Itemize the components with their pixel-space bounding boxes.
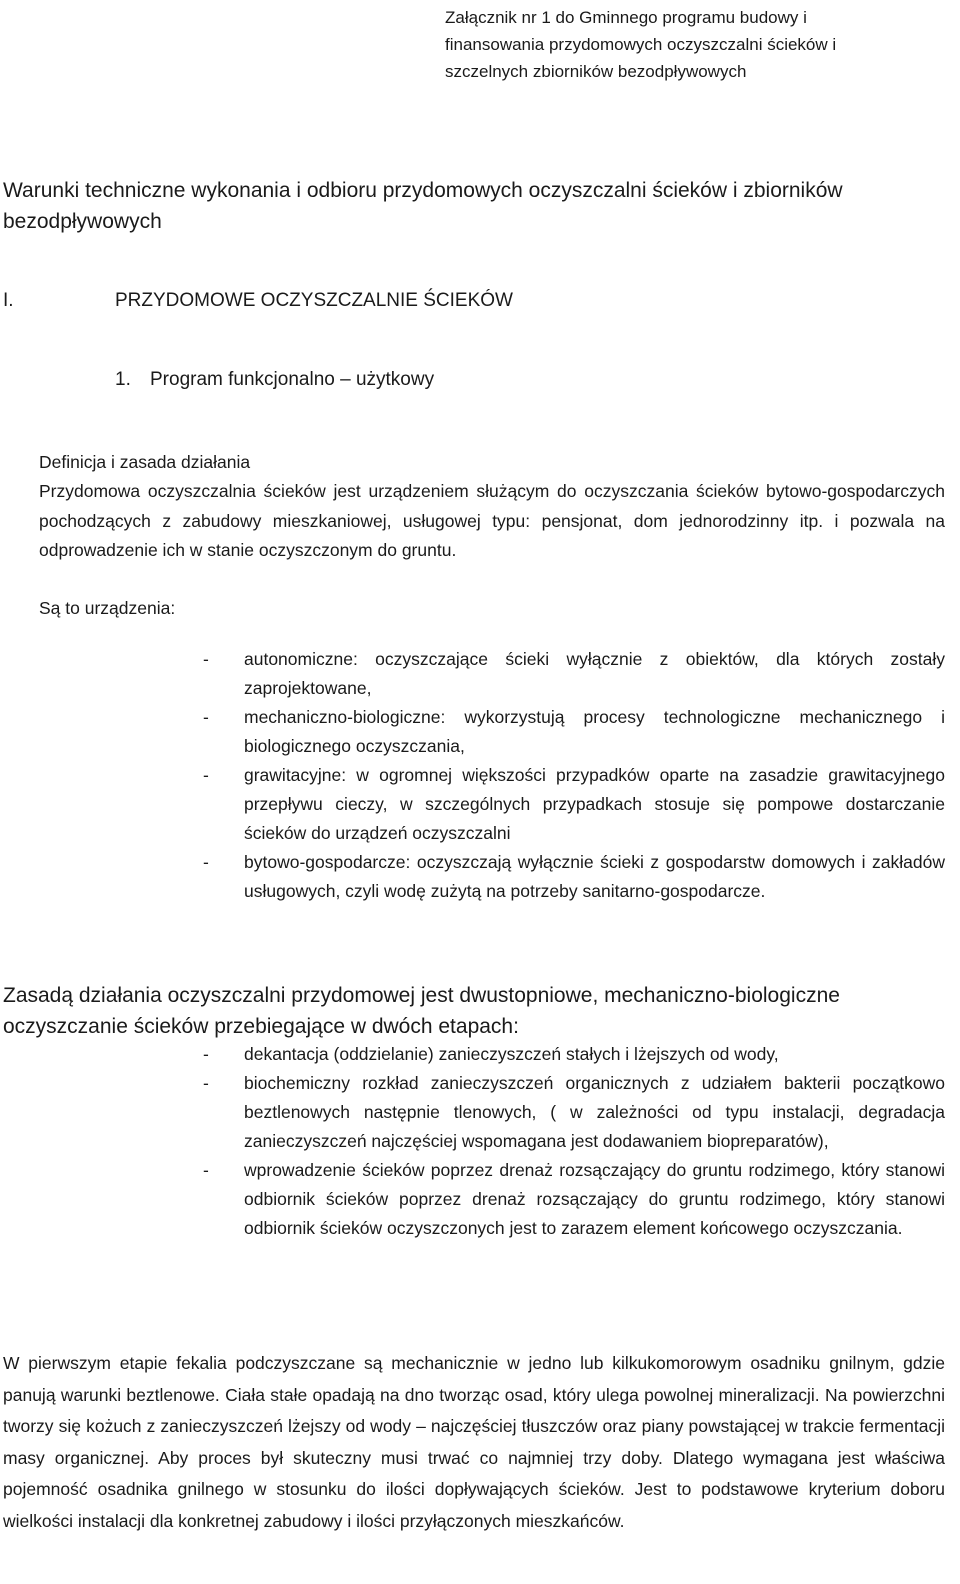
list-item-text: bytowo-gospodarcze: oczyszczają wyłącznie ścieki z gospodarstw domowych i zakładów usługowych, czyli wodę zużytą na potrzeby sanitarno-gospodarcze.: [244, 852, 945, 901]
annex-header-line: Załącznik nr 1 do Gminnego programu budowy i: [445, 8, 807, 27]
list-item-text: grawitacyjne: w ogromnej większości przypadków oparte na zasadzie grawitacyjnego przepływu cieczy, w szczególnych przypadkach stosuje się pompowe dostarczanie ścieków do urządzeń oczyszczalni: [244, 765, 945, 843]
list-item: [203, 1040, 945, 1069]
section-number: I.: [3, 290, 14, 311]
list-item-text: mechaniczno-biologiczne: wykorzystują procesy technologiczne mechanicznego i biologicznego oczyszczania,: [244, 707, 945, 756]
list-item-text: autonomiczne: oczyszczające ścieki wyłącznie z obiektów, dla których zostały zaprojektowane,: [244, 649, 945, 698]
annex-header-line: finansowania przydomowych oczyszczalni ścieków i: [445, 35, 837, 54]
stages-list: [203, 1040, 945, 1243]
subsection-number: 1.: [115, 369, 131, 390]
dash-marker: -: [203, 1044, 209, 1064]
dash-marker: -: [203, 707, 209, 727]
list-item-text: biochemiczny rozkład zanieczyszczeń organicznych z udziałem bakterii początkowo beztlenowych następnie tlenowych, ( w zależności od typu instalacji, degradacja zanieczyszczeń najczęściej wspomagana jest dodawaniem biopreparatów),: [244, 1073, 945, 1151]
devices-list: [203, 645, 945, 906]
definition-paragraph: Przydomowa oczyszczalnia ścieków jest urządzeniem służącym do oczyszczania ścieków bytowo-gospodarczych pochodzących z zabudowy mieszkaniowej, usługowej typu: pensjonat, dom jednorodzinny itp. i pozwala na odprowadzenie ich w stanie oczyszczonym do gruntu.: [39, 481, 945, 560]
definition-label: Definicja i zasada działania: [39, 452, 251, 472]
annex-header-line: szczelnych zbiorników bezodpływowych: [445, 62, 747, 81]
list-item: [203, 848, 945, 906]
document-title: Warunki techniczne wykonania i odbioru przydomowych oczyszczalni ścieków i zbiorników bezodpływowych: [3, 179, 843, 233]
list-item: [203, 1156, 945, 1243]
list-item: [203, 761, 945, 848]
list-item-text: wprowadzenie ścieków poprzez drenaż rozsączający do gruntu rodzimego, który stanowi odbiornik ścieków poprzez drenaż rozsączający do gruntu rodzimego, który stanowi odbiornik ścieków oczyszczonych jest to zarazem element końcowego oczyszczania.: [244, 1160, 945, 1238]
dash-marker: -: [203, 1073, 209, 1093]
principle-paragraph: Zasadą działania oczyszczalni przydomowej jest dwustopniowe, mechaniczno-biologiczne oczyszczanie ścieków przebiegające w dwóch etapach:: [3, 984, 840, 1038]
annex-header: [445, 4, 945, 85]
list-item: [203, 703, 945, 761]
final-paragraph: W pierwszym etapie fekalia podczyszczane są mechanicznie w jedno lub kilkukomorowym osadniku gnilnym, gdzie panują warunki beztlenowe. Ciała stałe opadają na dno tworząc osad, który ulega powolnej mineralizacji. Na powierzchni tworzy się kożuch z zanieczyszczeń lżejszy od wody – najczęściej tłuszczów oraz piany powstającej w trakcie fermentacji masy organicznej. Aby proces był skuteczny musi trwać co najmniej trzy doby. Dlatego wymagana jest właściwa pojemność osadnika gnilnego w stosunku do ilości dopływających ścieków. Jest to podstawowe kryterium doboru wielkości instalacji dla konkretnej zabudowy i ilości przyłączonych mieszkańców.: [3, 1353, 945, 1531]
dash-marker: -: [203, 852, 209, 872]
subsection-title: Program funkcjonalno – użytkowy: [150, 369, 435, 390]
dash-marker: -: [203, 649, 209, 669]
list-item: [203, 645, 945, 703]
list-item: [203, 1069, 945, 1156]
devices-label: Są to urządzenia:: [39, 598, 176, 618]
dash-marker: -: [203, 765, 209, 785]
section-title: PRZYDOMOWE OCZYSZCZALNIE ŚCIEKÓW: [115, 290, 513, 311]
dash-marker: -: [203, 1160, 209, 1180]
list-item-text: dekantacja (oddzielanie) zanieczyszczeń stałych i lżejszych od wody,: [244, 1044, 779, 1064]
